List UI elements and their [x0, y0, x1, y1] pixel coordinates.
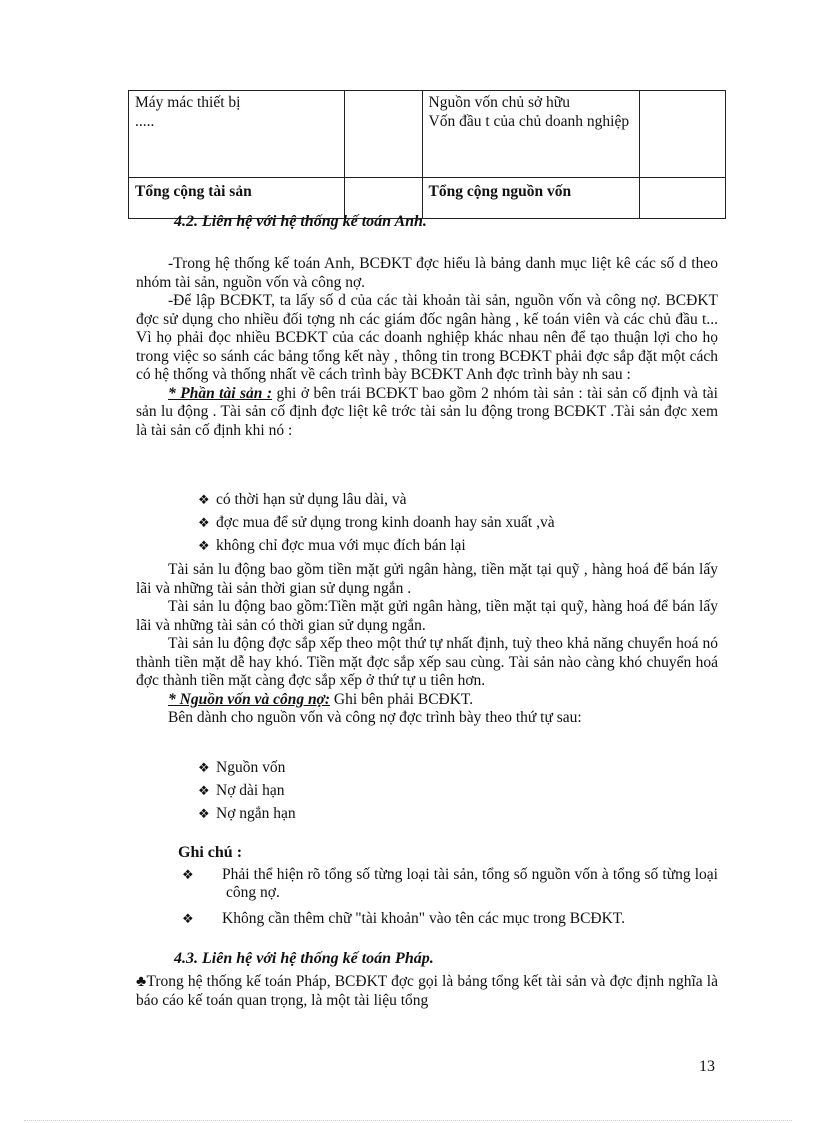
table-cell [422, 91, 640, 178]
list-item-text: Nợ ngắn hạn [216, 805, 296, 822]
diamond-bullet-icon: ❖ [198, 515, 210, 530]
capital-label: * Nguồn vốn và công nợ: [168, 690, 331, 708]
table-cell-text: Vốn đầu t của chủ doanh nghiệp [428, 113, 630, 130]
total-capital-cell: Tổng cộng nguồn vốn [422, 178, 640, 219]
paragraph [136, 973, 718, 1010]
table-cell-text: Nguồn vốn chủ sở hữu [428, 94, 570, 111]
body-text-block-1 [136, 255, 718, 440]
section-heading-4-3: 4.3. Liên hệ với hệ thống kế toán Pháp. [174, 950, 434, 967]
table-cell-text: Máy mác thiết bị [135, 94, 241, 111]
section-heading-4-2: 4.2. Liên hệ với hệ thống kế toán Anh. [174, 213, 427, 230]
diamond-bullet-icon: ❖ [182, 867, 194, 882]
paragraph: Tài sản lu động bao gồm tiền mặt gửi ngân hàng, tiền mặt tại quỹ , hàng hoá để bán lấy lãi và những tài sản thời gian sử dụng ngắn . [136, 561, 718, 597]
bullet-list-assets [198, 491, 555, 560]
body-text-block-3 [136, 973, 718, 1010]
club-icon: ♣ [136, 973, 147, 990]
paragraph [136, 691, 718, 710]
list-item [198, 782, 296, 800]
list-item-text: có thời hạn sử dụng lâu dài, và [216, 491, 407, 508]
diamond-bullet-icon: ❖ [198, 492, 210, 507]
table-cell-text: ..... [135, 113, 155, 130]
list-item [198, 514, 555, 532]
paragraph-text: ghi ở bên trái BCĐKT bao gồm 2 nhóm tài sản : tài sản cố định và tài sản lu động . Tài sản cố định đợc liệt kê trớc tài sản lu động trong BCĐKT .Tài sản đợc xem là tài sản cố định khi nó : [136, 384, 718, 439]
list-item [198, 491, 555, 509]
diamond-bullet-icon: ❖ [198, 760, 210, 775]
list-item-text: Nguồn vốn [216, 759, 286, 776]
assets-label: * Phần tài sản : [168, 384, 273, 402]
bullet-list-capital [198, 759, 296, 828]
body-text-block-2 [136, 561, 718, 728]
note-title: Ghi chú : [178, 844, 243, 861]
diamond-bullet-icon: ❖ [198, 538, 210, 553]
list-item [198, 805, 296, 823]
list-item-text: không chỉ đợc mua với mục đích bán lại [216, 537, 466, 554]
diamond-bullet-icon: ❖ [198, 783, 210, 798]
paragraph: Bên dành cho nguồn vốn và công nợ đợc trình bày theo thứ tự sau: [168, 709, 582, 726]
diamond-bullet-icon: ❖ [198, 806, 210, 821]
table-cell [640, 178, 726, 219]
total-assets-cell: Tổng cộng tài sản [129, 178, 345, 219]
paragraph: -Trong hệ thống kế toán Anh, BCĐKT đợc hiểu là bảng danh mục liệt kê các số d theo nhóm tài sản, nguồn vốn và công nợ. [136, 255, 718, 291]
table-cell [344, 91, 422, 178]
paragraph: -Để lập BCĐKT, ta lấy số d của các tài khoản tài sản, nguồn vốn và công nợ. BCĐKT đợc sử dụng cho nhiều đối tợng nh các giám đốc ngân hàng , kế toán viên và các chủ đầu t... Vì họ phải đọc nhiều BCĐKT của các doanh nghiệp khác nhau nên để tạo thuận lợi cho họ trong việc so sánh các bảng tổng kết này , thông tin trong BCĐKT phải đợc sắp đặt một cách có hệ thống và thống nhất về cách trình bày BCĐKT Anh đợc trình bày nh sau : [136, 292, 718, 383]
balance-table [128, 90, 726, 219]
table-row [129, 91, 726, 178]
paragraph: Tài sản lu động đợc sắp xếp theo một thứ tự nhất định, tuỳ theo khả năng chuyển hoá nó thành tiền mặt dễ hay khó. Tiền mặt đợc sắp xếp sau cùng. Tài sản nào càng khó chuyển hoá đợc thành tiền mặt càng đợc sắp xếp ở thứ tự u tiên hơn. [136, 635, 718, 689]
note-item [182, 866, 718, 902]
footer-divider [24, 1120, 792, 1121]
paragraph-text: Ghi bên phải BCĐKT. [330, 690, 474, 708]
list-item-text: Nợ dài hạn [216, 782, 285, 799]
list-item [198, 537, 555, 555]
list-item [198, 759, 296, 777]
list-item-text: đợc mua để sử dụng trong kinh doanh hay sản xuất ,và [216, 514, 555, 531]
table-cell [640, 91, 726, 178]
note-text: Không cần thêm chữ "tài khoản" vào tên các mục trong BCĐKT. [222, 910, 625, 927]
paragraph: Tài sản lu động bao gồm:Tiền mặt gửi ngân hàng, tiền mặt tại quỹ, hàng hoá để bán lấy lãi và những tài sản có thời gian sử dụng ngắn. [136, 598, 718, 634]
paragraph-text: Trong hệ thống kế toán Pháp, BCĐKT đợc gọi là bảng tổng kết tài sản và đợc định nghĩa là báo cáo kế toán quan trọng, là một tài liệu tổng [136, 973, 718, 1009]
note-text: Phải thể hiện rõ tổng số từng loại tài sản, tổng số nguồn vốn à tổng số từng loại công nợ. [222, 866, 718, 901]
table-cell [129, 91, 345, 178]
note-item [182, 910, 718, 928]
diamond-bullet-icon: ❖ [182, 911, 194, 926]
paragraph [136, 385, 718, 441]
page-number: 13 [699, 1058, 715, 1075]
